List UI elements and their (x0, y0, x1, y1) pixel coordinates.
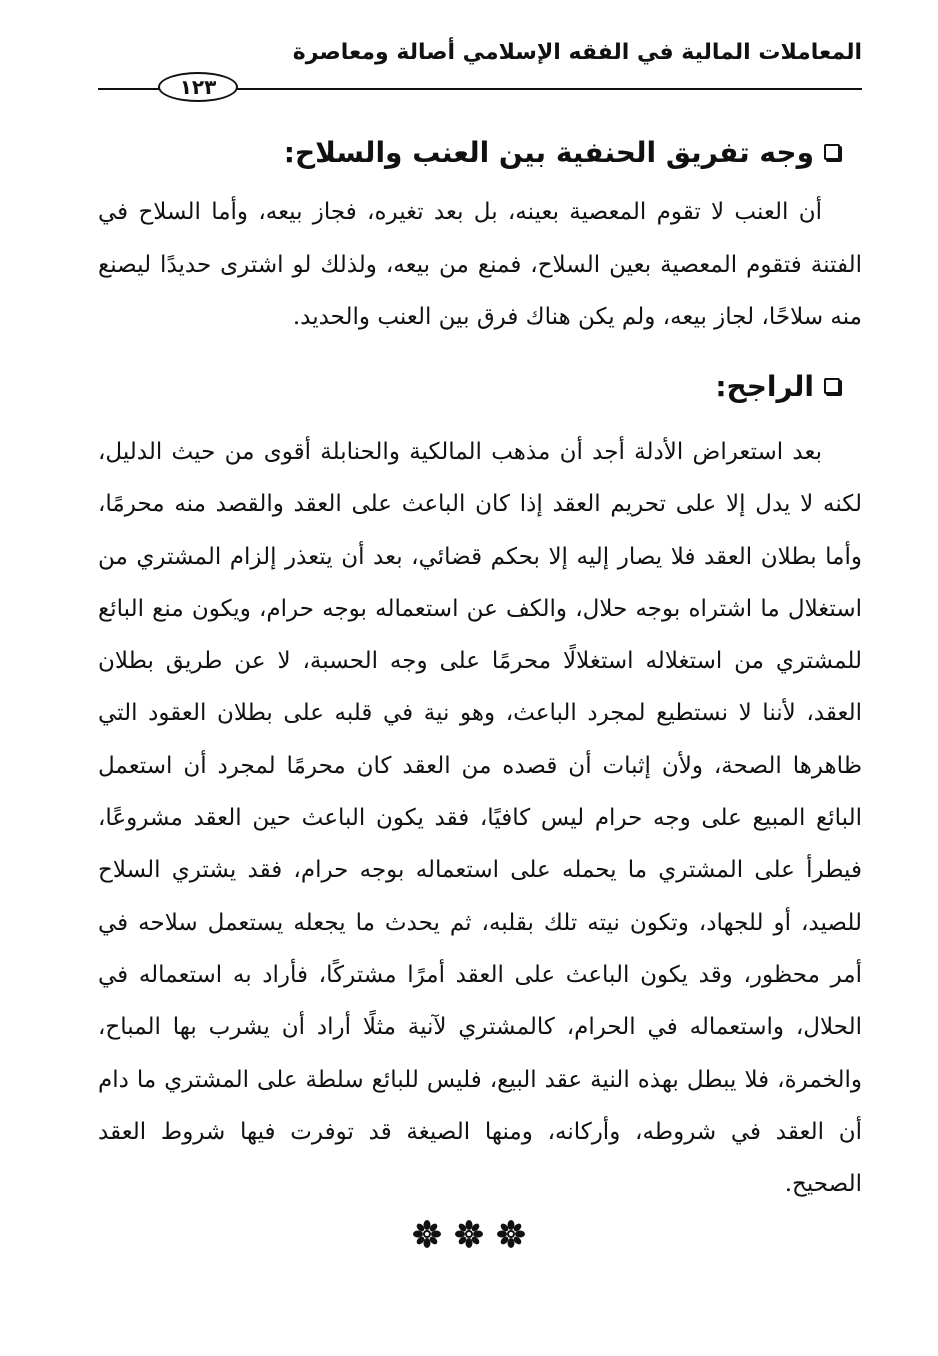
section-heading-hanafi-distinction (284, 130, 840, 174)
running-title: المعاملات المالية في الفقه الإسلامي أصالة ومعاصرة (292, 40, 862, 65)
paragraph-hanafi-distinction: أن العنب لا تقوم المعصية بعينه، بل بعد تغيره، فجاز بيعه، وأما السلاح في الفتنة فتقوم المعصية بعين السلاح، فمنع من بيعه، ولذلك لو اشترى حديدًا ليصنع منه سلاحًا، لجاز بيعه، ولم يكن هناك فرق بين العنب والحديد. (98, 199, 862, 330)
flower-ornament-icon (454, 1219, 484, 1249)
section-heading-text: وجه تفريق الحنفية بين العنب والسلاح: (283, 135, 814, 169)
flower-ornament-icon (496, 1219, 526, 1249)
page-number: ١٢٣ (158, 72, 238, 102)
section-heading-preponderant-view (715, 364, 840, 408)
square-bullet-icon (824, 144, 840, 160)
paragraph-preponderant-view: بعد استعراض الأدلة أجد أن مذهب المالكية والحنابلة أقوى من حيث الدليل، لكنه لا يدل إلا على تحريم العقد إذا كان الباعث على العقد والقصد منه محرمًا، وأما بطلان العقد فلا يصار إليه إلا بحكم قضائي، بعد أن يتعذر إلزام المشتري من استغلال ما اشتراه بوجه حلال، والكف عن استعماله بوجه حرام، ويكون منع البائع للمشتري من استغلاله استغلالًا محرمًا على وجه الحسبة، لا عن طريق بطلان العقد، لأننا لا نستطيع لمجرد الباعث، وهو نية في قلبه على بطلان العقود التي ظاهرها الصحة، ولأن إثبات أن قصده من العقد كان محرمًا لمجرد أن استعمل البائع المبيع على وجه حرام ليس كافيًا، فقد يكون الباعث حين العقد مشروعًا، فيطرأ على المشتري ما يحمله على استعماله بوجه حرام، فقد يشتري السلاح للصيد، أو للجهاد، وتكون نيته تلك بقلبه، ثم يحدث ما يجعله يستعمل سلاحه في أمر محظور، وقد يكون الباعث على العقد أمرًا مشتركًا، فأراد به استعماله في الحلال، واستعماله في الحرام، كالمشتري لآنية مثلًا أراد أن يشرب بها المباح، والخمرة، فلا يبطل بهذه النية عقد البيع، فليس للبائع سلطة على المشتري ما دام أن العقد في شروطه، وأركانه، ومنها الصيغة قد توفرت فيها شروط العقد الصحيح. (98, 439, 862, 1198)
flower-ornament-icon (412, 1219, 442, 1249)
square-bullet-icon (824, 378, 840, 394)
section-heading-text: الراجح: (715, 369, 814, 403)
closing-ornaments (0, 1214, 938, 1254)
